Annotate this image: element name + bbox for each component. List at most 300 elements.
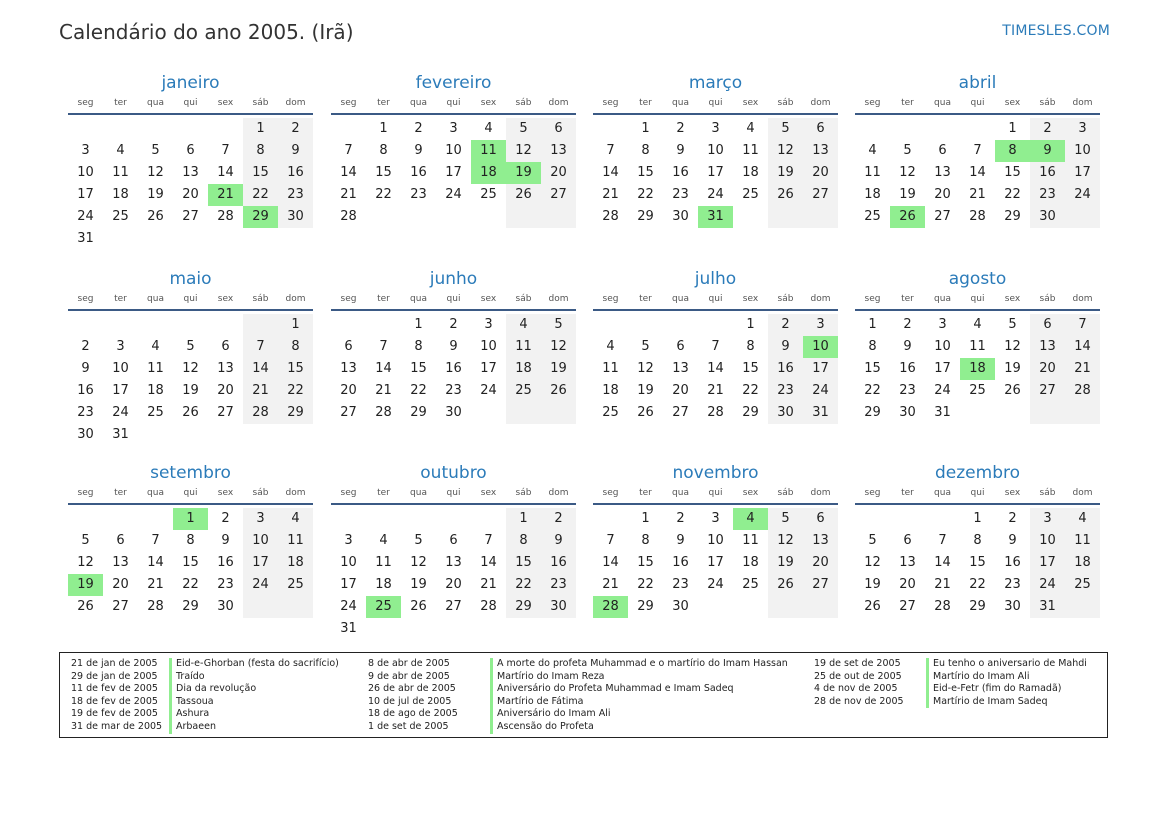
day-cell: 10 (1065, 140, 1100, 162)
empty-cell (68, 314, 103, 336)
day-cell: 30 (541, 596, 576, 618)
empty-cell (208, 424, 243, 446)
month-name: julho (694, 269, 737, 289)
day-cell: 15 (243, 162, 278, 184)
day-cell: 7 (1065, 314, 1100, 336)
day-cell: 14 (707, 361, 724, 376)
day-cell: 28 (969, 209, 986, 224)
weekday-label: seg (340, 98, 357, 108)
day-cell: 3 (484, 317, 493, 332)
day-cell: 14 (602, 555, 619, 570)
day-cell: 29 (410, 405, 427, 420)
day-cell: 7 (379, 339, 388, 354)
site-link[interactable]: TIMESLES.COM (1002, 23, 1110, 39)
weekday-header (855, 95, 1100, 115)
empty-cell (243, 424, 278, 446)
weekday-header (68, 95, 313, 115)
day-cell: 6 (938, 143, 947, 158)
day-cell: 16 (768, 358, 803, 380)
day-cell: 14 (340, 165, 357, 180)
day-cell: 17 (707, 165, 724, 180)
day-cell: 13 (672, 361, 689, 376)
day-cell: 8 (746, 339, 755, 354)
day-cell: 8 (414, 339, 423, 354)
weekday-label: sex (742, 294, 759, 304)
weekday-label: ter (377, 294, 390, 304)
day-cell: 10 (480, 339, 497, 354)
empty-cell (541, 402, 576, 424)
legend-holiday-name: Martírio do Imam Ali (926, 671, 1029, 684)
day-cell: 24 (480, 383, 497, 398)
weekday-label: dom (548, 98, 569, 108)
day-cell: 20 (803, 552, 838, 574)
day-cell: 19 (899, 187, 916, 202)
day-cell: 23 (541, 574, 576, 596)
day-cell: 19 (147, 187, 164, 202)
month-name: maio (169, 269, 212, 289)
month-setembro (68, 462, 313, 618)
day-cell: 11 (506, 336, 541, 358)
day-cell: 2 (414, 121, 423, 136)
legend-date: 11 de fev de 2005 (71, 683, 158, 695)
day-cell: 14 (480, 555, 497, 570)
weekday-header (331, 291, 576, 311)
day-cell: 14 (602, 165, 619, 180)
day-cell: 21 (243, 380, 278, 402)
day-cell: 2 (541, 508, 576, 530)
legend-holiday-name: Martírio do Imam Reza (490, 671, 605, 684)
day-cell: 26 (541, 380, 576, 402)
empty-cell (366, 508, 401, 530)
day-cell: 16 (77, 383, 94, 398)
weekday-label: qua (672, 294, 689, 304)
day-cell: 19 (506, 162, 541, 184)
month-abril (855, 72, 1100, 228)
day-cell: 15 (506, 552, 541, 574)
day-cell: 13 (1030, 336, 1065, 358)
weekday-label: ter (114, 488, 127, 498)
weekday-label: ter (114, 294, 127, 304)
empty-cell (663, 314, 698, 336)
legend-holiday-name: A morte do profeta Muhammad e o martírio do Imam Hassan (490, 658, 788, 671)
month-name: novembro (672, 463, 759, 483)
day-cell: 3 (803, 314, 838, 336)
day-cell: 13 (112, 555, 129, 570)
empty-cell (1030, 402, 1065, 424)
day-cell: 4 (1065, 508, 1100, 530)
day-grid (68, 508, 313, 618)
empty-cell (173, 314, 208, 336)
empty-cell (733, 206, 768, 228)
day-cell: 16 (278, 162, 313, 184)
day-cell: 25 (506, 380, 541, 402)
weekday-label: sex (480, 98, 497, 108)
day-cell: 8 (973, 533, 982, 548)
day-cell: 12 (506, 140, 541, 162)
weekday-label: dom (1072, 98, 1093, 108)
day-cell: 4 (606, 339, 615, 354)
empty-cell (103, 118, 138, 140)
day-cell: 9 (676, 533, 685, 548)
day-cell: 25 (969, 383, 986, 398)
month-name: dezembro (935, 463, 1020, 483)
empty-cell (506, 402, 541, 424)
month-maio (68, 268, 313, 446)
legend-item (368, 696, 788, 709)
day-cell: 8 (379, 143, 388, 158)
day-cell: 17 (707, 555, 724, 570)
day-cell: 1 (641, 121, 650, 136)
day-cell: 30 (217, 599, 234, 614)
day-cell: 4 (733, 508, 768, 530)
day-cell: 9 (449, 339, 458, 354)
weekday-label: qui (970, 294, 985, 304)
day-cell: 26 (77, 599, 94, 614)
day-cell: 12 (768, 140, 803, 162)
day-cell: 20 (445, 577, 462, 592)
day-cell: 6 (903, 533, 912, 548)
weekday-label: sex (1004, 98, 1021, 108)
legend-holiday-name: Tassoua (169, 696, 214, 709)
day-cell: 11 (742, 143, 759, 158)
day-cell: 24 (112, 405, 129, 420)
weekday-label: qua (147, 294, 164, 304)
day-cell: 1 (1008, 121, 1017, 136)
day-cell: 7 (973, 143, 982, 158)
day-cell: 16 (410, 165, 427, 180)
day-cell: 1 (506, 508, 541, 530)
day-cell: 9 (1008, 533, 1017, 548)
weekday-label: dom (285, 294, 306, 304)
day-cell: 15 (637, 555, 654, 570)
day-cell: 4 (868, 143, 877, 158)
day-cell: 2 (81, 339, 90, 354)
day-cell: 14 (1065, 336, 1100, 358)
day-cell: 15 (742, 361, 759, 376)
day-cell: 25 (742, 187, 759, 202)
weekday-label: sex (217, 488, 234, 498)
empty-cell (855, 508, 890, 530)
day-cell: 9 (414, 143, 423, 158)
empty-cell (768, 206, 803, 228)
day-cell: 27 (340, 405, 357, 420)
day-cell: 10 (112, 361, 129, 376)
day-cell: 19 (637, 383, 654, 398)
day-cell: 18 (147, 383, 164, 398)
weekday-label: sáb (1039, 294, 1056, 304)
day-cell: 23 (672, 187, 689, 202)
weekday-label: qui (708, 488, 723, 498)
day-cell: 5 (903, 143, 912, 158)
empty-cell (68, 508, 103, 530)
empty-cell (436, 508, 471, 530)
day-cell: 10 (445, 143, 462, 158)
day-cell: 30 (672, 209, 689, 224)
day-cell: 24 (707, 577, 724, 592)
day-cell: 7 (243, 336, 278, 358)
legend-date: 9 de abr de 2005 (368, 670, 450, 682)
day-cell: 6 (676, 339, 685, 354)
day-cell: 7 (484, 533, 493, 548)
weekday-header (855, 291, 1100, 311)
legend-item (368, 683, 788, 696)
day-cell: 27 (899, 599, 916, 614)
day-cell: 18 (506, 358, 541, 380)
legend-item (368, 658, 788, 671)
weekday-label: dom (810, 294, 831, 304)
day-cell: 4 (379, 533, 388, 548)
legend-item (814, 658, 1087, 671)
legend-date: 21 de jan de 2005 (71, 658, 158, 669)
day-cell: 26 (768, 184, 803, 206)
empty-cell (138, 424, 173, 446)
day-cell: 19 (864, 577, 881, 592)
legend-holiday-name: Eu tenho o aniversario de Mahdi (926, 658, 1087, 671)
day-grid (68, 314, 313, 446)
empty-cell (541, 206, 576, 228)
legend-column (368, 658, 788, 734)
day-cell: 23 (1030, 184, 1065, 206)
month-novembro (593, 462, 838, 618)
day-cell: 21 (375, 383, 392, 398)
legend-item (368, 708, 788, 721)
day-cell: 8 (186, 533, 195, 548)
day-cell: 9 (768, 336, 803, 358)
empty-cell (243, 314, 278, 336)
day-cell: 9 (676, 143, 685, 158)
weekday-label: sáb (515, 294, 532, 304)
day-cell: 17 (243, 552, 278, 574)
empty-cell (733, 596, 768, 618)
empty-cell (890, 118, 925, 140)
weekday-label: dom (1072, 488, 1093, 498)
weekday-label: ter (114, 98, 127, 108)
weekday-label: qua (410, 294, 427, 304)
day-cell: 8 (506, 530, 541, 552)
weekday-label: dom (548, 488, 569, 498)
day-cell: 6 (449, 533, 458, 548)
day-cell: 7 (938, 533, 947, 548)
empty-cell (173, 228, 208, 250)
day-cell: 28 (934, 599, 951, 614)
empty-cell (768, 596, 803, 618)
day-cell: 11 (471, 140, 506, 162)
empty-cell (628, 314, 663, 336)
day-cell: 5 (506, 118, 541, 140)
day-cell: 23 (410, 187, 427, 202)
day-cell: 27 (803, 184, 838, 206)
day-cell: 31 (77, 231, 94, 246)
day-cell: 4 (973, 317, 982, 332)
legend-date: 19 de set de 2005 (814, 658, 901, 669)
day-cell: 12 (77, 555, 94, 570)
legend-item (368, 671, 788, 684)
day-cell: 11 (375, 555, 392, 570)
weekday-label: qua (410, 488, 427, 498)
weekday-header (68, 485, 313, 505)
day-cell: 1 (414, 317, 423, 332)
day-cell: 18 (864, 187, 881, 202)
day-cell: 5 (81, 533, 90, 548)
month-março (593, 72, 838, 228)
day-cell: 30 (768, 402, 803, 424)
day-cell: 17 (934, 361, 951, 376)
day-cell: 18 (278, 552, 313, 574)
empty-cell (173, 424, 208, 446)
legend-holiday-name: Traído (169, 671, 205, 684)
day-cell: 17 (1030, 552, 1065, 574)
day-cell: 13 (541, 140, 576, 162)
weekday-label: sáb (252, 98, 269, 108)
legend-holiday-name: Martírio de Fátima (490, 696, 583, 709)
day-cell: 21 (934, 577, 951, 592)
day-cell: 27 (112, 599, 129, 614)
empty-cell (960, 402, 995, 424)
day-cell: 5 (641, 339, 650, 354)
month-junho (331, 268, 576, 424)
day-cell: 15 (410, 361, 427, 376)
day-cell: 22 (742, 383, 759, 398)
day-cell: 24 (445, 187, 462, 202)
day-cell: 20 (899, 577, 916, 592)
day-cell: 17 (340, 577, 357, 592)
weekday-label: sex (742, 488, 759, 498)
legend-date: 18 de ago de 2005 (368, 708, 458, 720)
day-cell: 23 (899, 383, 916, 398)
empty-cell (1065, 402, 1100, 424)
empty-cell (401, 618, 436, 640)
empty-cell (593, 118, 628, 140)
day-cell: 15 (375, 165, 392, 180)
month-name: junho (429, 269, 478, 289)
day-cell: 6 (803, 508, 838, 530)
weekday-label: dom (1072, 294, 1093, 304)
day-cell: 10 (1030, 530, 1065, 552)
day-cell: 5 (414, 533, 423, 548)
day-cell: 28 (707, 405, 724, 420)
day-cell: 29 (864, 405, 881, 420)
day-cell: 6 (221, 339, 230, 354)
empty-cell (173, 118, 208, 140)
day-cell: 22 (278, 380, 313, 402)
weekday-label: qua (934, 488, 951, 498)
day-cell: 29 (243, 206, 278, 228)
legend-date: 26 de abr de 2005 (368, 683, 456, 695)
day-cell: 26 (637, 405, 654, 420)
day-cell: 3 (711, 511, 720, 526)
empty-cell (401, 508, 436, 530)
day-cell: 11 (147, 361, 164, 376)
day-cell: 11 (602, 361, 619, 376)
month-outubro (331, 462, 576, 640)
day-cell: 27 (803, 574, 838, 596)
day-cell: 14 (969, 165, 986, 180)
day-cell: 6 (1030, 314, 1065, 336)
day-cell: 27 (217, 405, 234, 420)
day-cell: 3 (116, 339, 125, 354)
weekday-label: sáb (777, 98, 794, 108)
day-cell: 1 (173, 508, 208, 530)
legend-date: 29 de jan de 2005 (71, 670, 158, 682)
weekday-label: ter (377, 488, 390, 498)
day-cell: 30 (1004, 599, 1021, 614)
page-title: Calendário do ano 2005. (Irã) (59, 20, 354, 44)
empty-cell (471, 206, 506, 228)
day-grid (593, 118, 838, 228)
day-cell: 23 (217, 577, 234, 592)
weekday-label: seg (77, 294, 94, 304)
day-cell: 22 (243, 184, 278, 206)
day-cell: 6 (344, 339, 353, 354)
day-cell: 30 (1030, 206, 1065, 228)
legend-item (814, 683, 1087, 696)
empty-cell (243, 228, 278, 250)
day-cell: 7 (711, 339, 720, 354)
day-cell: 18 (112, 187, 129, 202)
empty-cell (138, 314, 173, 336)
day-cell: 17 (1065, 162, 1100, 184)
weekday-label: seg (864, 98, 881, 108)
day-grid (331, 314, 576, 424)
day-cell: 12 (637, 361, 654, 376)
weekday-label: sex (742, 98, 759, 108)
weekday-label: sáb (252, 488, 269, 498)
month-name: agosto (948, 269, 1007, 289)
day-cell: 20 (340, 383, 357, 398)
month-name: setembro (150, 463, 231, 483)
weekday-label: sáb (777, 488, 794, 498)
day-cell: 31 (934, 405, 951, 420)
legend-item (71, 708, 339, 721)
day-cell: 25 (147, 405, 164, 420)
day-cell: 12 (182, 361, 199, 376)
legend-holiday-name: Eid-e-Fetr (fim do Ramadã) (926, 683, 1062, 696)
day-cell: 27 (672, 405, 689, 420)
legend-holiday-name: Aniversário do Imam Ali (490, 708, 610, 721)
day-cell: 3 (243, 508, 278, 530)
empty-cell (401, 206, 436, 228)
day-cell: 10 (803, 336, 838, 358)
empty-cell (208, 314, 243, 336)
day-cell: 24 (934, 383, 951, 398)
day-cell: 13 (340, 361, 357, 376)
empty-cell (366, 314, 401, 336)
day-cell: 2 (1030, 118, 1065, 140)
day-cell: 23 (768, 380, 803, 402)
day-cell: 22 (637, 577, 654, 592)
weekday-label: qua (672, 488, 689, 498)
day-cell: 27 (934, 209, 951, 224)
weekday-label: ter (901, 98, 914, 108)
legend-date: 10 de jul de 2005 (368, 695, 452, 707)
legend-item (368, 721, 788, 734)
day-cell: 9 (221, 533, 230, 548)
day-grid (593, 508, 838, 618)
day-cell: 31 (698, 206, 733, 228)
day-cell: 1 (243, 118, 278, 140)
day-cell: 25 (602, 405, 619, 420)
day-cell: 19 (1004, 361, 1021, 376)
day-cell: 20 (217, 383, 234, 398)
weekday-label: sex (480, 294, 497, 304)
day-cell: 31 (340, 621, 357, 636)
day-cell: 19 (768, 552, 803, 574)
day-cell: 24 (707, 187, 724, 202)
day-cell: 8 (868, 339, 877, 354)
day-cell: 3 (344, 533, 353, 548)
day-cell: 19 (768, 162, 803, 184)
empty-cell (278, 424, 313, 446)
